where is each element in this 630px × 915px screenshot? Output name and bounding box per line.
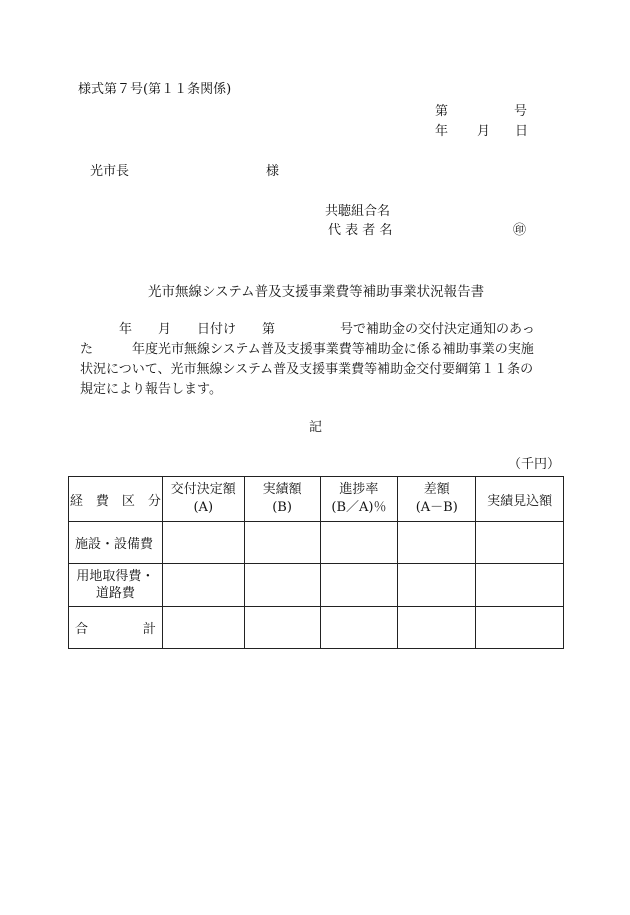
form-number: 様式第７号(第１１条関係) (78, 82, 232, 97)
sender-org-label: 共聴組合名 (325, 204, 391, 219)
table-cell[interactable] (244, 607, 320, 649)
table-row (69, 522, 564, 564)
row-label: 用地取得費・ 道路費 (69, 564, 163, 607)
unit-label: （千円） (508, 457, 561, 472)
table-cell[interactable] (398, 564, 476, 607)
sender-rep-label: 代 表 者 名 (328, 223, 393, 238)
document-title: 光市無線システム普及支援事業費等補助事業状況報告書 (148, 284, 485, 300)
body-line: 年 月 日付け 第 号で補助金の交付決定通知のあっ (80, 322, 535, 337)
table-row (69, 564, 564, 607)
seal-mark: ㊞ (513, 223, 527, 238)
row-label-total: 合 計 (69, 607, 163, 649)
table-cell[interactable] (244, 522, 320, 564)
table-header-row (69, 477, 564, 522)
date-day: 日 (515, 124, 529, 139)
table-cell[interactable] (320, 522, 398, 564)
table-cell[interactable] (244, 564, 320, 607)
header-difference: 差額 (A－B) (398, 477, 476, 522)
table-cell[interactable] (476, 522, 564, 564)
header-progress: 進捗率 (B／A)％ (320, 477, 398, 522)
table-cell[interactable] (398, 522, 476, 564)
table-cell[interactable] (476, 564, 564, 607)
ki-heading: 記 (309, 420, 323, 435)
header-granted: 交付決定額 (A) (162, 477, 244, 522)
table-cell[interactable] (398, 607, 476, 649)
body-line: た 年度光市無線システム普及支援事業費等補助金に係る補助事業の実施 (80, 342, 534, 357)
table-cell[interactable] (320, 564, 398, 607)
expense-table (68, 476, 564, 649)
date-year: 年 (435, 124, 449, 139)
header-estimate: 実績見込額 (476, 477, 564, 522)
header-actual: 実績額 (B) (244, 477, 320, 522)
doc-number-prefix: 第 (435, 104, 449, 119)
header-category: 経 費 区 分 (69, 477, 163, 522)
row-label: 施設・設備費 (69, 522, 163, 564)
table-cell[interactable] (476, 607, 564, 649)
date-month: 月 (477, 124, 491, 139)
table-row-total (69, 607, 564, 649)
doc-number-suffix: 号 (514, 104, 528, 119)
addressee-honorific: 様 (266, 164, 280, 179)
table-cell[interactable] (162, 522, 244, 564)
body-line: 状況について、光市無線システム普及支援事業費等補助金交付要綱第１１条の (80, 362, 534, 377)
table-cell[interactable] (162, 607, 244, 649)
addressee-name: 光市長 (90, 164, 130, 179)
table-cell[interactable] (320, 607, 398, 649)
body-paragraph (80, 320, 558, 400)
body-line: 規定により報告します。 (80, 382, 222, 397)
table-cell[interactable] (162, 564, 244, 607)
